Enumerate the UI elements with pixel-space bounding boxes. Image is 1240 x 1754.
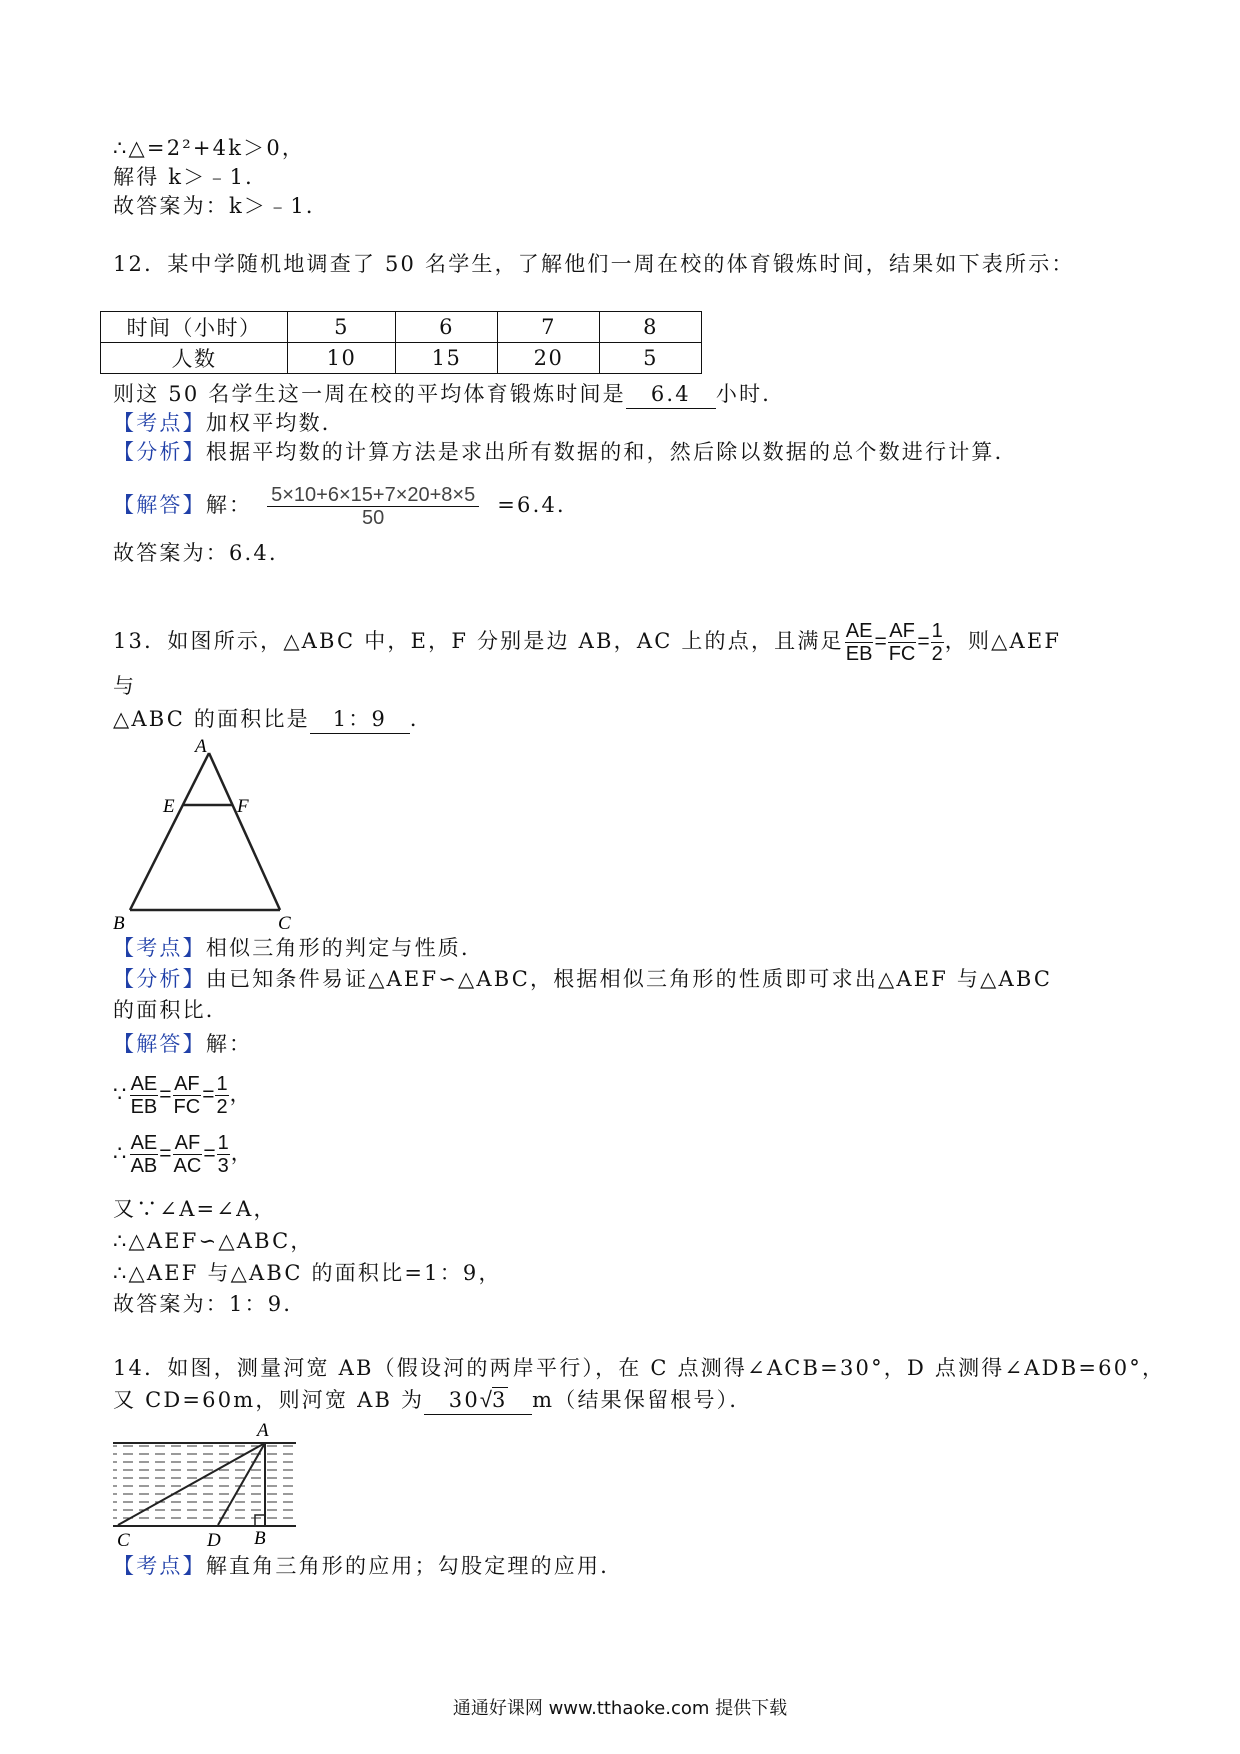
kaodian-tag: 【考点】: [113, 411, 206, 435]
q13-step3: 又∵∠A=∠A，: [113, 1197, 277, 1221]
fraction-numerator: AE: [845, 620, 873, 642]
q13-answer-line: [113, 705, 433, 734]
q13-answer-suffix: ．: [409, 707, 434, 731]
table-cell: 5: [600, 343, 702, 374]
fraction-af-ac: [173, 1132, 203, 1177]
fenxi-text: 根据平均数的计算方法是求出所有数据的和，然后除以数据的总个数进行计算．: [205, 440, 1018, 464]
kaodian-tag: 【考点】: [113, 1554, 206, 1578]
q14-kaodian: [113, 1552, 623, 1580]
jieda-result: =6.4．: [497, 493, 581, 517]
q14-answer-blank: [424, 1386, 532, 1415]
label-c: C: [117, 1530, 130, 1546]
fraction-denominator: EB: [130, 1096, 158, 1118]
jieda-prefix: 解：: [205, 493, 253, 517]
q14-answer-suffix: m（结果保留根号）．: [532, 1388, 753, 1412]
fenxi-tag: 【分析】: [113, 440, 206, 464]
q13-kaodian: [113, 934, 484, 962]
sol11-line2: 解得 k＞﹣1．: [113, 165, 269, 189]
table-cell: 5: [288, 312, 396, 343]
fenxi-tag: 【分析】: [113, 967, 206, 991]
fraction-numerator: AF: [173, 1132, 203, 1155]
q12-question: 12．某中学随机地调查了 50 名学生，了解他们一周在校的体育锻炼时间，结果如下表所示：: [113, 252, 1075, 276]
segment-ac: [209, 753, 280, 910]
table-cell: 6: [396, 312, 498, 343]
q12-answer-line: [113, 380, 785, 409]
q12-fenxi: [113, 438, 1018, 466]
jieda-text: 解：: [205, 1032, 253, 1056]
kaodian-text: 解直角三角形的应用；勾股定理的应用．: [205, 1554, 624, 1578]
fraction-numerator: 5×10+6×15+7×20+8×5: [267, 484, 479, 507]
q12-answer-suffix: 小时．: [715, 382, 786, 406]
because-symbol: ∵: [113, 1082, 129, 1106]
fraction-numerator: AF: [174, 1073, 200, 1095]
q13-final: 故答案为：1：9．: [113, 1292, 307, 1316]
q13-fenxi: [113, 965, 1052, 993]
therefore-symbol: ∴: [113, 1141, 129, 1165]
sol11-line1: ∴△=2²+4k＞0，: [113, 136, 306, 160]
jieda-tag: 【解答】: [113, 493, 206, 517]
q12-kaodian: [113, 409, 345, 437]
sol11-line3: 故答案为：k＞﹣1．: [113, 194, 330, 218]
q13-answer-prefix: △ABC 的面积比是: [113, 707, 310, 731]
table-cell: 10: [288, 343, 396, 374]
q13-step5: ∴△AEF 与△ABC 的面积比=1：9，: [113, 1261, 502, 1285]
fraction-ae-eb: [130, 1073, 159, 1118]
fraction-denominator: AC: [173, 1155, 202, 1177]
fenxi-text: 由已知条件易证△AEF∽△ABC，根据相似三角形的性质即可求出△AEF 与△ABC: [205, 967, 1053, 991]
fraction-af-fc: [888, 620, 917, 665]
q14-question-line2: [113, 1386, 753, 1415]
table-row: [101, 343, 702, 374]
table-cell: 20: [498, 343, 600, 374]
fraction-numerator: AE: [130, 1073, 158, 1095]
label-d: D: [207, 1530, 221, 1546]
kaodian-text: 加权平均数．: [205, 411, 346, 435]
fraction-numerator: AE: [130, 1132, 158, 1154]
comma: ，: [229, 1082, 253, 1106]
fraction-denominator: 3: [217, 1155, 229, 1177]
fraction-af-fc: [173, 1073, 202, 1118]
fraction-numerator: 1: [931, 620, 943, 642]
kaodian-text: 相似三角形的判定与性质．: [205, 936, 485, 960]
river-figure: [105, 1418, 305, 1546]
q13-step1: ∵ $\frac{AE}{EB}$ = $\frac{AF}{FC}$ = $\frac{1}{2}$ ，: [113, 1073, 253, 1118]
table-cell: 人数: [101, 343, 288, 374]
answer-coefficient: 30: [448, 1388, 480, 1412]
jieda-tag: 【解答】: [113, 1032, 206, 1056]
q12-answer-prefix: 则这 50 名学生这一周在校的平均体育锻炼时间是: [113, 382, 626, 406]
table-cell: 时间（小时）: [101, 312, 288, 343]
q12-jieda: [113, 480, 580, 530]
q13-step2: ∴ $\frac{AE}{AB}$ = $\frac{AF}{AC}$ = $\frac{1}{3}$ ，: [113, 1132, 254, 1177]
q13-answer-blank: 1：9: [310, 705, 410, 734]
fraction-denominator: 2: [216, 1096, 228, 1118]
sqrt-icon: √: [479, 1387, 492, 1412]
q13-question-prefix: 13．如图所示，△ABC 中，E，F 分别是边 AB，AC 上的点，且满足: [113, 629, 844, 653]
fraction-one-half: [931, 620, 944, 665]
q13-question-cont: 与: [113, 674, 137, 698]
table-cell: 7: [498, 312, 600, 343]
fraction-ae-ab: [130, 1132, 159, 1177]
fraction-denominator: FC: [888, 643, 916, 665]
triangle-abc-figure: [110, 738, 310, 934]
page-footer: 通通好课网 www.tthaoke.com 提供下载: [452, 1698, 788, 1719]
table-cell: 8: [600, 312, 702, 343]
fraction-ae-eb: [845, 620, 874, 665]
q14-question-line1: 14．如图，测量河宽 AB（假设河的两岸平行），在 C 点测得∠ACB=30°，D 点测得∠ADB=60°，: [113, 1356, 1166, 1380]
q13-fenxi-cont: 的面积比．: [113, 998, 229, 1022]
fraction-denominator: 50: [362, 507, 385, 529]
q12-answer-blank: 6.4: [626, 380, 716, 409]
label-a: A: [195, 738, 207, 757]
table-row: [101, 312, 702, 343]
segment-ab: [130, 753, 209, 910]
mean-fraction: [267, 484, 479, 529]
q12-data-table: [100, 311, 702, 374]
label-a: A: [257, 1420, 269, 1441]
label-c: C: [278, 913, 291, 934]
answer-radicand: 3: [491, 1388, 508, 1412]
fraction-one-third: [217, 1132, 230, 1177]
q13-question: 13．如图所示，△ABC 中，E，F 分别是边 AB，AC 上的点，且满足 $\frac{AE}{EB}$ = $\frac{AF}{FC}$ = $\frac{1}{2}$ ，则△AEF: [113, 620, 1062, 665]
fraction-numerator: 1: [217, 1132, 229, 1154]
label-f: F: [237, 796, 249, 817]
fraction-denominator: EB: [845, 643, 873, 665]
fraction-one-half: [215, 1073, 228, 1118]
q13-step4: ∴△AEF∽△ABC，: [113, 1229, 314, 1253]
table-cell: 15: [396, 343, 498, 374]
q13-jieda: [113, 1030, 252, 1058]
fraction-denominator: AB: [130, 1155, 158, 1177]
label-b: B: [254, 1528, 266, 1546]
fraction-numerator: 1: [216, 1073, 228, 1095]
fraction-denominator: 2: [931, 643, 943, 665]
fraction-numerator: AF: [889, 620, 915, 642]
fraction-denominator: FC: [173, 1096, 201, 1118]
q12-final: 故答案为：6.4．: [113, 541, 293, 565]
kaodian-tag: 【考点】: [113, 936, 206, 960]
label-b: B: [113, 913, 125, 934]
q13-question-suffix: ，则△AEF: [944, 629, 1062, 653]
q14-answer-prefix: 又 CD=60m，则河宽 AB 为: [113, 1388, 425, 1412]
label-e: E: [163, 796, 175, 817]
comma: ，: [230, 1141, 254, 1165]
